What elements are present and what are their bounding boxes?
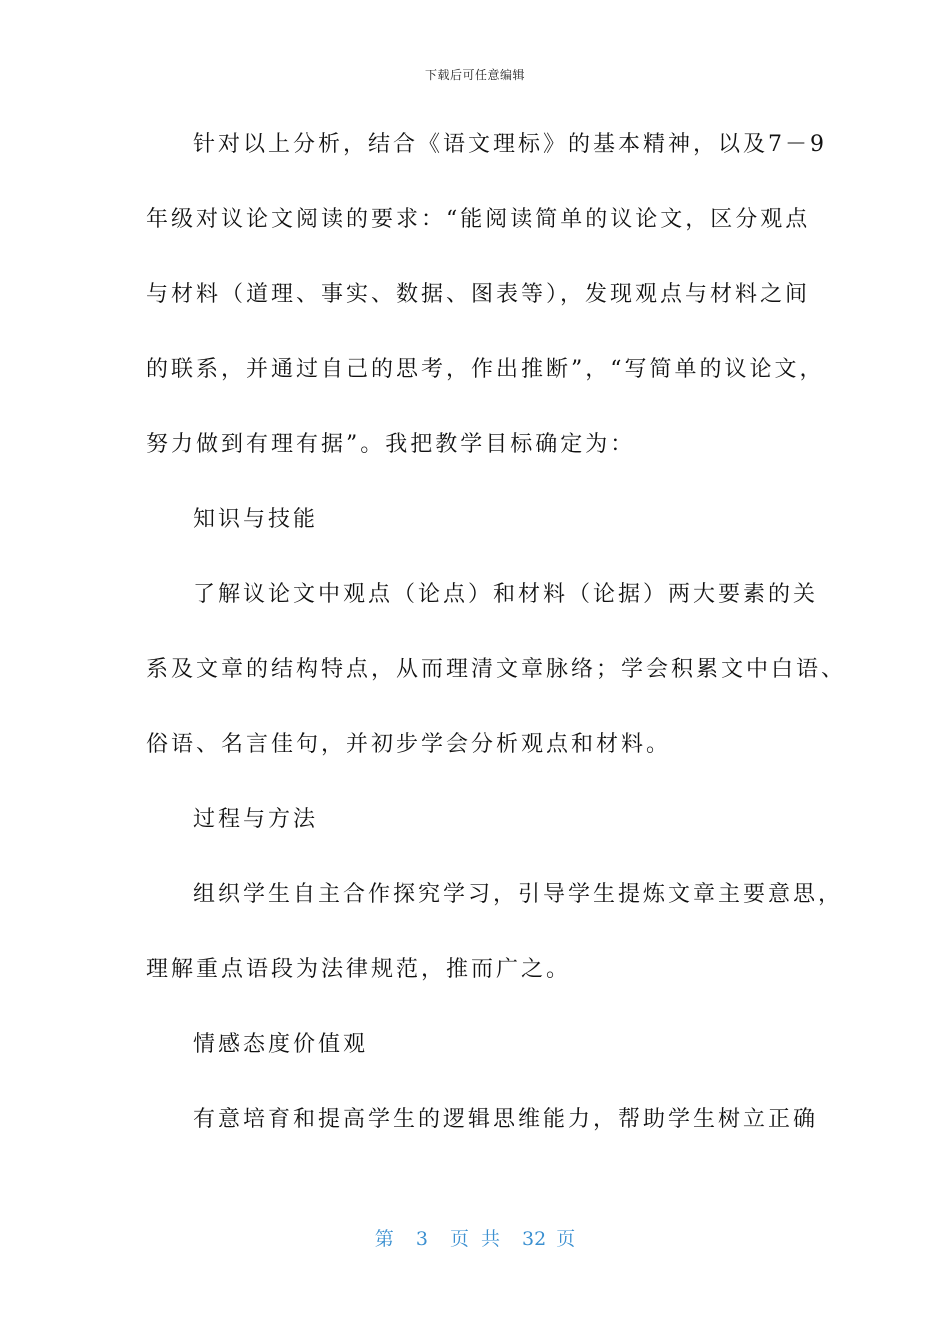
- page-number: 3: [415, 1228, 428, 1250]
- paragraph-line: 年级对议论文阅读的要求：“能阅读简单的议论文，区分观点: [146, 207, 811, 232]
- section-heading-process: 过程与方法: [193, 807, 319, 832]
- page-total: 32: [522, 1228, 547, 1250]
- footer-suffix: 页: [556, 1228, 576, 1250]
- paragraph-line: 组织学生自主合作探究学习，引导学生提炼文章主要意思，: [193, 882, 844, 907]
- section-heading-knowledge: 知识与技能: [193, 507, 319, 532]
- paragraph-line: 针对以上分析，结合《语文理标》的基本精神，以及7－9: [193, 132, 827, 157]
- section-heading-values: 情感态度价值观: [193, 1032, 369, 1057]
- document-body: [146, 120, 847, 1170]
- paragraph-line: 与材料（道理、事实、数据、图表等），发现观点与材料之间: [146, 282, 811, 307]
- paragraph-line: 的联系，并通过自己的思考，作出推断”，“写简单的议论文，: [146, 357, 825, 382]
- paragraph-line: 俗语、名言佳句，并初步学会分析观点和材料。: [146, 732, 672, 757]
- footer-middle: 页 共: [449, 1228, 500, 1250]
- paragraph-line: 有意培育和提高学生的逻辑思维能力，帮助学生树立正确: [193, 1107, 819, 1132]
- paragraph-line: 理解重点语段为法律规范，推而广之。: [146, 957, 572, 982]
- page-footer: [0, 1224, 950, 1251]
- page-header: 下载后可任意编辑: [424, 68, 525, 82]
- paragraph-line: 系及文章的结构特点，从而理清文章脉络；学会积累文中白语、: [146, 657, 847, 682]
- paragraph-line: 努力做到有理有据”。我把教学目标确定为：: [146, 432, 636, 457]
- footer-prefix: 第: [374, 1228, 394, 1250]
- paragraph-line: 了解议论文中观点（论点）和材料（论据）两大要素的关: [193, 582, 819, 607]
